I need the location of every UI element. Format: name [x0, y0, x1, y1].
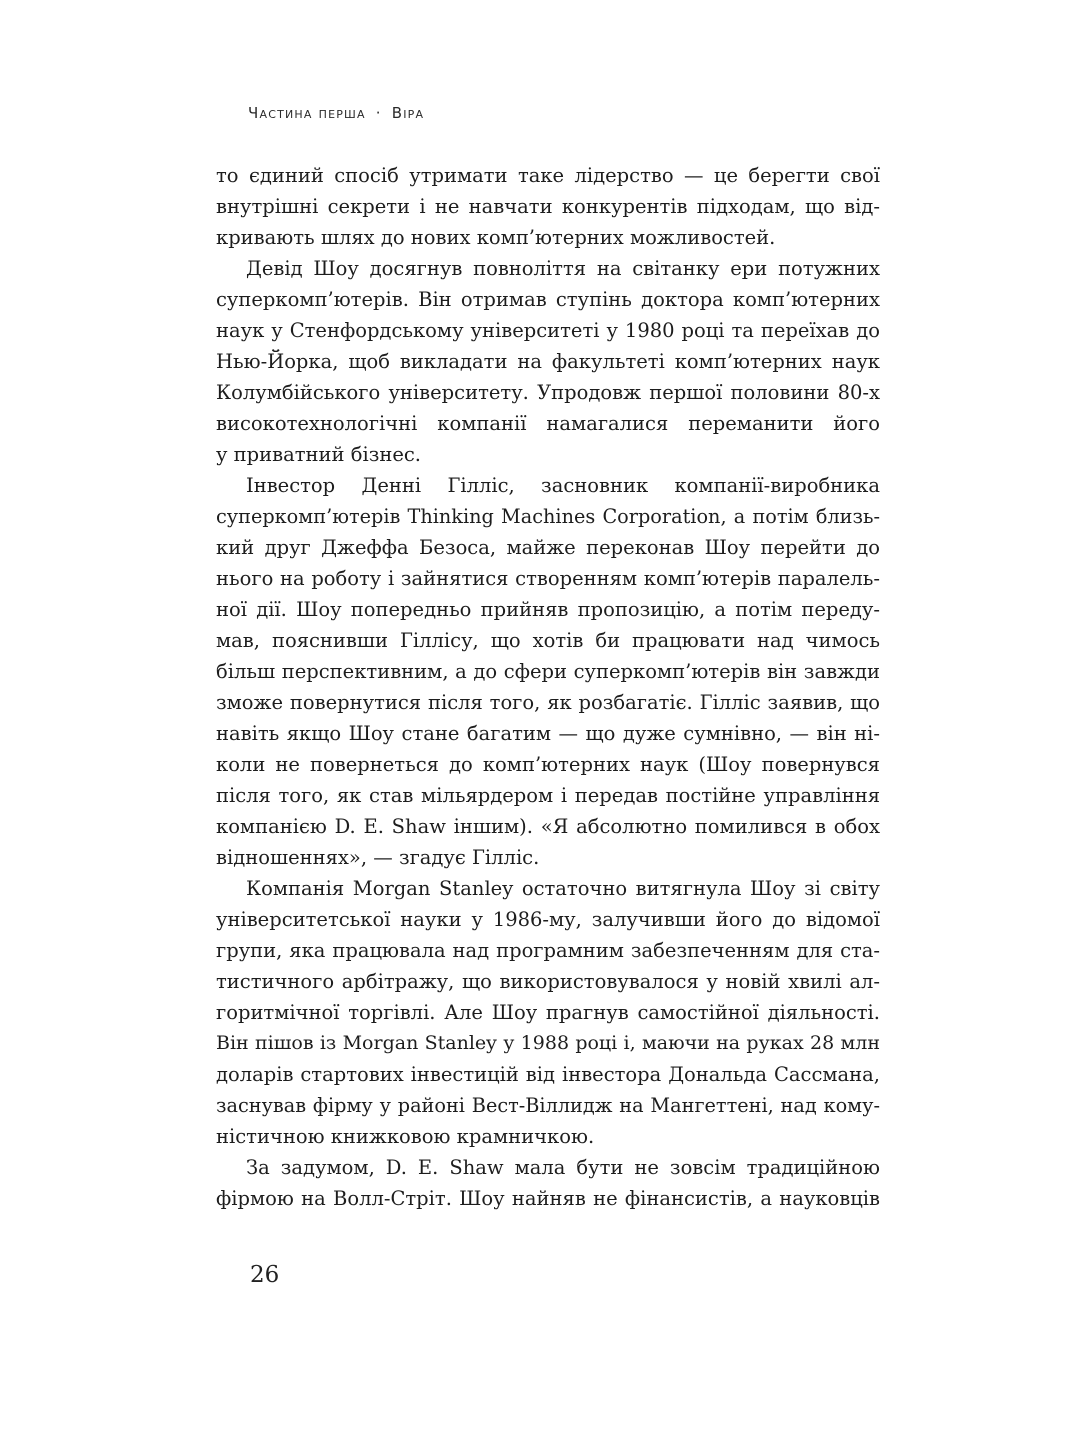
chapter-title: Віра: [391, 104, 425, 122]
text-line: групи, яка працювала над програмним забезпеченням для ста-: [216, 939, 880, 962]
text-line: тистичного арбітражу, що використовувалося у новій хвилі ал-: [216, 970, 880, 993]
text-line: компанією D. E. Shaw іншим). «Я абсолютно помилився в обох: [216, 815, 880, 838]
text-line: кий друг Джеффа Безоса, майже переконав Шоу перейти до: [216, 536, 880, 559]
text-line: суперкомп’ютерів. Він отримав ступінь доктора комп’ютерних: [216, 288, 880, 311]
text-line: Девід Шоу досягнув повноліття на світанку ери потужних: [246, 257, 880, 280]
text-line: високотехнологічні компанії намагалися переманити його: [216, 412, 880, 435]
text-line: то єдиний спосіб утримати таке лідерство — це берегти свої: [216, 164, 880, 187]
part-title: Частина перша: [248, 104, 366, 122]
text-line: після того, як став мільярдером і передав постійне управління: [216, 784, 880, 807]
text-line: нього на роботу і зайнятися створенням комп’ютерів паралель-: [216, 567, 880, 590]
text-line: мав, пояснивши Гіллісу, що хотів би працювати над чимось: [216, 629, 880, 652]
paragraph: [216, 160, 880, 253]
text-line: доларів стартових інвестицій від інвестора Дональда Сассмана,: [216, 1063, 880, 1086]
text-line: горитмічної торгівлі. Але Шоу прагнув самостійної діяльності.: [216, 1001, 880, 1024]
text-line: коли не повернеться до комп’ютерних наук (Шоу повернувся: [216, 753, 880, 776]
page-number: 26: [250, 1262, 280, 1288]
text-line: заснував фірму у районі Вест-Віллидж на Мангеттені, над кому-: [216, 1094, 880, 1117]
text-line: Колумбійського університету. Упродовж першої половини 80-х: [216, 381, 880, 404]
text-line: університетської науки у 1986-му, залучивши його до відомої: [216, 908, 880, 931]
text-line: зможе повернутися після того, як розбагатіє. Гілліс заявив, що: [216, 691, 880, 714]
running-head: [248, 104, 424, 122]
paragraph: [216, 1152, 880, 1214]
text-line: більш перспективним, а до сфери суперкомп’ютерів він завжди: [216, 660, 880, 683]
text-line: внутрішні секрети і не навчати конкурентів підходам, що від-: [216, 195, 880, 218]
text-line: За задумом, D. E. Shaw мала бути не зовсім традиційною: [246, 1156, 880, 1179]
text-line: Нью-Йорка, щоб викладати на факультеті комп’ютерних наук: [216, 350, 880, 373]
text-line: ної дії. Шоу попередньо прийняв пропозицію, а потім переду-: [216, 598, 880, 621]
text-line: Компанія Morgan Stanley остаточно витягнула Шоу зі світу: [246, 877, 880, 900]
text-line: кривають шлях до нових комп’ютерних можливостей.: [216, 226, 776, 249]
text-line: навіть якщо Шоу стане багатим — що дуже сумнівно, — він ні-: [216, 722, 880, 745]
header-separator: ·: [375, 104, 382, 122]
paragraph: [216, 873, 880, 1152]
text-line: відношеннях», — згадує Гілліс.: [216, 846, 540, 869]
text-line: ністичною книжковою крамничкою.: [216, 1125, 595, 1148]
text-line: Інвестор Денні Гілліс, засновник компанії-виробника: [246, 474, 880, 497]
paragraph: [216, 253, 880, 470]
text-line: наук у Стенфордському університеті у 1980 році та переїхав до: [216, 319, 880, 342]
text-line: фірмою на Волл-Стріт. Шоу найняв не фінансистів, а науковців: [216, 1187, 880, 1210]
paragraph: [216, 470, 880, 873]
text-line: суперкомп’ютерів Thinking Machines Corporation, а потім близь-: [216, 505, 880, 528]
body-text: [216, 160, 880, 1214]
text-line: Він пішов із Morgan Stanley у 1988 році і, маючи на руках 28 млн: [216, 1032, 880, 1054]
text-line: у приватний бізнес.: [216, 443, 421, 466]
